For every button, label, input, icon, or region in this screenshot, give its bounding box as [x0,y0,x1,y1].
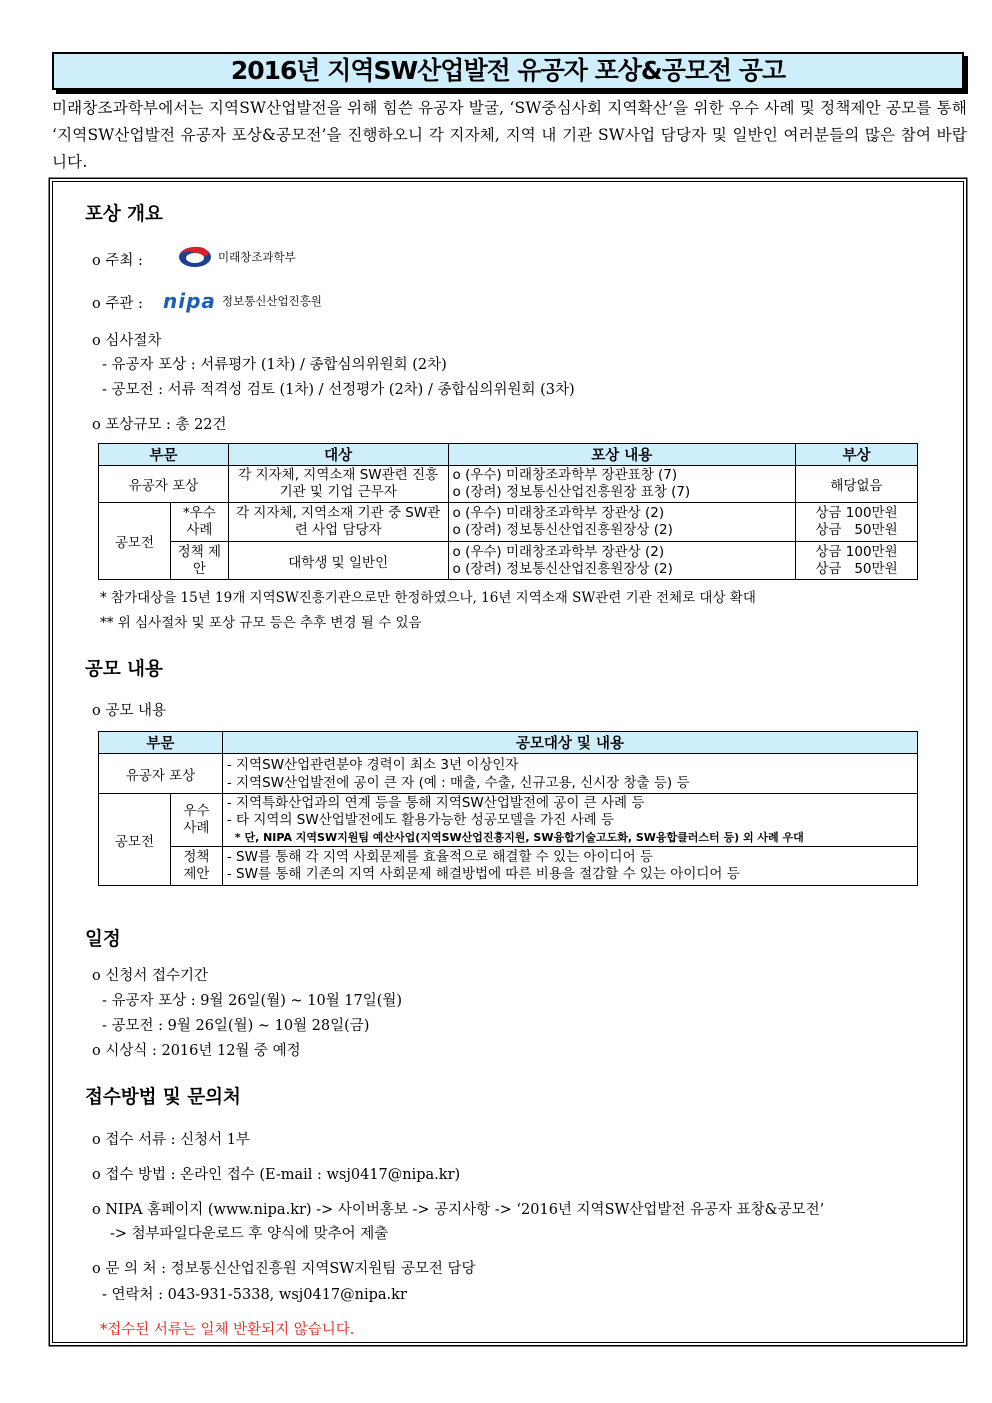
process-line-1: - 유공자 포상 : 서류평가 (1차) / 종합심의위원회 (2차) [102,357,447,373]
table-cell: 유공자 포상 [99,466,229,503]
table-header: 대상 [228,444,448,466]
cell-line: 상금 50만원 [815,522,898,538]
contact-line: -> 첨부파일다운로드 후 양식에 맞추어 제출 [110,1226,389,1242]
table-header-row [99,444,918,466]
table-cell: 정책 제안 [170,847,222,886]
table-cell: 대학생 및 일반인 [228,542,448,580]
cell-line: - 지역특화산업과의 연계 등을 통해 지역SW산업발전에 공이 큰 사례 등 [226,794,645,811]
table-row [99,503,918,542]
table-header: 포상 내용 [448,444,795,466]
process-label: o 심사절차 [92,333,162,349]
table-row [99,794,918,847]
table-header: 부문 [99,444,229,466]
schedule-line: o 시상식 : 2016년 12월 중 예정 [92,1043,301,1059]
cell-line: o (장려) 정보통신산업진흥원장상 (2) [452,522,673,538]
note-1: * 참가대상을 15년 19개 지역SW진흥기관으로만 한정하였으나, 16년 지역소재 SW관련 기관 전체로 대상 확대 [100,590,756,606]
table-header-row [99,732,918,754]
cell-line: o (우수) 미래창조과학부 장관상 (2) [452,505,665,521]
table-row [99,542,918,580]
host-label: o 주최 : [92,253,143,269]
table-row [99,466,918,503]
msip-emblem-icon [178,246,212,268]
award-scale: o 포상규모 : 총 22건 [92,417,227,433]
table-cell: 공모전 [99,794,171,886]
notice-text: *접수된 서류는 일체 반환되지 않습니다. [100,1322,355,1338]
cell-line: 상금 50만원 [815,560,898,577]
cell-line: o (장려) 정보통신산업진흥원장 표창 (7) [452,484,691,500]
msip-logo-text: 미래창조과학부 [218,250,296,264]
table-cell [448,466,795,503]
table-header: 부문 [99,732,223,754]
table-cell: 공모전 [99,503,171,580]
process-line-2: - 공모전 : 서류 적격성 검토 (1차) / 선정평가 (2차) / 종합심의위원회 (3차) [102,382,575,398]
nipa-logo [163,289,322,313]
cell-line: o (우수) 미래창조과학부 장관표창 (7) [452,467,678,483]
contact-line: o 문 의 처 : 정보통신산업진흥원 지역SW지원팀 공모전 담당 [92,1261,476,1277]
table-cell [796,503,918,542]
table-cell: 정책 제안 [170,542,228,580]
cell-line: 상금 100만원 [815,505,898,521]
nipa-logo-word: nipa [163,289,216,313]
organizer-label: o 주관 : [92,296,143,312]
table-cell [222,847,917,886]
cell-line: 상금 100만원 [815,543,898,560]
schedule-line: - 유공자 포상 : 9월 26일(월) ~ 10월 17일(월) [102,993,403,1009]
note-2: ** 위 심사절차 및 포상 규모 등은 추후 변경 될 수 있음 [100,615,422,631]
intro-paragraph: 미래창조과학부에서는 지역SW산업발전을 위해 힘쓴 유공자 발굴, ‘SW중심사회 지역확산’을 위한 우수 사례 및 정책제안 공모를 통해 ‘지역SW산업발전 유공자 포상&공모전’을 진행하오니 각 지자체, 지역 내 기관 SW사업 담당자 및 일반인 여러분들의 많은 참여 바랍니다. [52,99,967,171]
award-table [98,443,918,580]
cell-line: o (우수) 미래창조과학부 장관상 (2) [452,543,665,560]
cell-line: - 지역SW산업관련분야 경력이 최소 3년 이상인자 [226,756,519,773]
cell-line: - SW를 통해 기존의 지역 사회문제 해결방법에 따른 비용을 절감할 수 있는 아이디어 등 [226,866,740,882]
msip-logo [178,246,296,268]
cell-line: o (장려) 정보통신산업진흥원장상 (2) [452,560,673,577]
table-cell: *우수 사례 [170,503,228,542]
table-cell: 각 지자체, 지역소재 기관 중 SW관련 사업 담당자 [228,503,448,542]
schedule-line: o 신청서 접수기간 [92,968,208,984]
table-cell [796,542,918,580]
contact-line: - 연락처 : 043-931-5338, wsj0417@nipa.kr [102,1287,407,1303]
cell-line: - SW를 통해 각 지역 사회문제를 효율적으로 해결할 수 있는 아이디어 등 [226,849,653,865]
contact-line: o 접수 방법 : 온라인 접수 (E-mail : wsj0417@nipa.kr) [92,1167,461,1183]
table-cell: 유공자 포상 [99,754,223,794]
nipa-logo-text: 정보통신산업진흥원 [221,294,322,308]
section-contest-heading: 공모 내용 [85,659,163,680]
table-cell: 해당없음 [796,466,918,503]
section-contact-heading: 접수방법 및 문의처 [85,1087,241,1108]
table-cell [222,794,917,847]
cell-line: - 지역SW산업발전에 공이 큰 자 (예 : 매출, 수출, 신규고용, 신시장 창출 등) 등 [226,774,690,791]
table-cell: 우수 사례 [170,794,222,847]
contest-label: o 공모 내용 [92,703,166,719]
contact-line: o NIPA 홈페이지 (www.nipa.kr) -> 사이버홍보 -> 공지사항 -> ‘2016년 지역SW산업발전 유공자 표창&공모전’ [92,1202,825,1218]
table-cell: 각 지자체, 지역소재 SW관련 진흥기관 및 기업 근무자 [228,466,448,503]
table-cell [448,503,795,542]
cell-line: * 단, NIPA 지역SW지원팀 예산사업(지역SW산업진흥지원, SW융합기술고도화, SW융합클러스터 등) 외 사례 우대 [234,830,804,844]
table-row [99,754,918,794]
table-row [99,847,918,886]
contest-table [98,731,918,886]
table-header: 부상 [796,444,918,466]
table-cell [222,754,917,794]
cell-line: - 타 지역의 SW산업발전에도 활용가능한 성공모델을 가진 사례 등 [226,811,615,828]
page-title: 2016년 지역SW산업발전 유공자 포상&공모전 공고 [52,52,964,90]
contact-line: o 접수 서류 : 신청서 1부 [92,1132,250,1148]
schedule-line: - 공모전 : 9월 26일(월) ~ 10월 28일(금) [102,1018,370,1034]
section-award-heading: 포상 개요 [85,204,163,225]
table-cell [448,542,795,580]
section-schedule-heading: 일정 [85,929,121,950]
table-header: 공모대상 및 내용 [222,732,917,754]
